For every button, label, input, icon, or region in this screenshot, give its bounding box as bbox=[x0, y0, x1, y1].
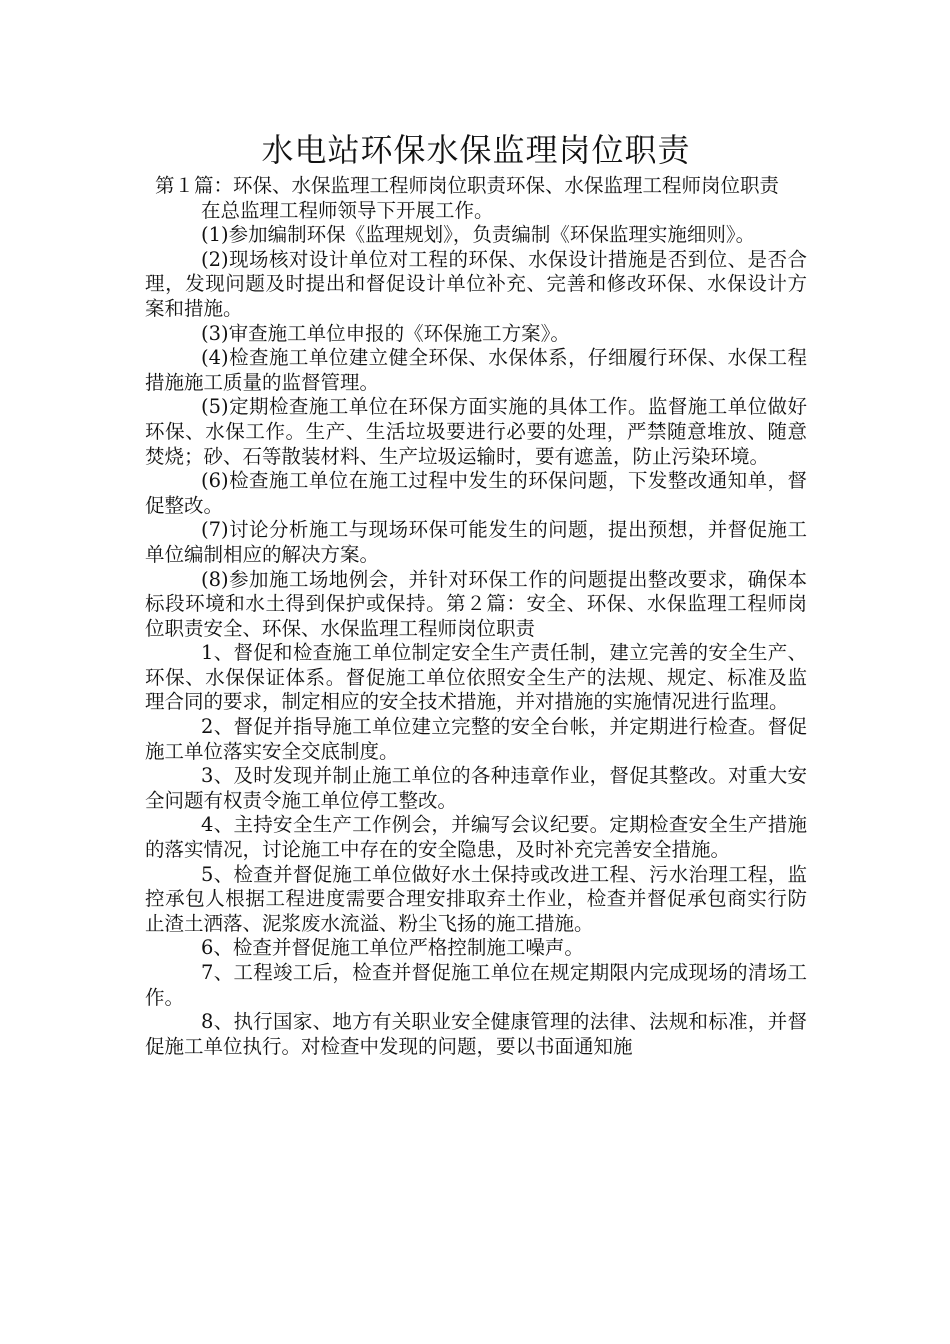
paragraph-duty-3: 3、及时发现并制止施工单位的各种违章作业，督促其整改。对重大安全问题有权责令施工单位停工整改。 bbox=[145, 764, 807, 812]
paragraph-duty-2: 2、督促并指导施工单位建立完整的安全台帐，并定期进行检查。督促施工单位落实安全交底制度。 bbox=[145, 715, 807, 763]
paragraph-duty-6: 6、检查并督促施工单位严格控制施工噪声。 bbox=[201, 936, 584, 960]
document-page bbox=[145, 130, 807, 1059]
section-1-heading: 第１篇：环保、水保监理工程师岗位职责环保、水保监理工程师岗位职责 bbox=[155, 174, 780, 197]
paragraph-item-7: (7)讨论分析施工与现场环保可能发生的问题，提出预想，并督促施工单位编制相应的解决方案。 bbox=[145, 518, 807, 566]
document-title: 水电站环保水保监理岗位职责 bbox=[261, 131, 691, 169]
paragraph-item-1: (1)参加编制环保《监理规划》，负责编制《环保监理实施细则》。 bbox=[201, 223, 756, 247]
paragraph-item-3: (3)审查施工单位申报的《环保施工方案》。 bbox=[201, 321, 570, 345]
paragraph-duty-4: 4、主持安全生产工作例会，并编写会议纪要。定期检查安全生产措施的落实情况，讨论施工中存在的安全隐患，及时补充完善安全措施。 bbox=[145, 813, 807, 862]
paragraph-item-8: (8)参加施工场地例会，并针对环保工作的问题提出整改要求，确保本标段环境和水土得到保护或保持。第２篇：安全、环保、水保监理工程师岗位职责安全、环保、水保监理工程师岗位职责 bbox=[145, 567, 807, 640]
paragraph-item-6: (6)检查施工单位在施工过程中发生的环保问题，下发整改通知单，督促整改。 bbox=[145, 469, 807, 517]
paragraph-duty-5: 5、检查并督促施工单位做好水土保持或改进工程、污水治理工程，监控承包人根据工程进度需要合理安排取弃土作业，检查并督促承包商实行防止渣土洒落、泥浆废水流溢、粉尘飞扬的施工措施。 bbox=[145, 862, 807, 935]
paragraph-duty-8: 8、执行国家、地方有关职业安全健康管理的法律、法规和标准，并督促施工单位执行。对检查中发现的问题，要以书面通知施 bbox=[145, 1010, 807, 1058]
paragraph-intro: 在总监理工程师领导下开展工作。 bbox=[201, 198, 494, 222]
paragraph-item-5: (5)定期检查施工单位在环保方面实施的具体工作。监督施工单位做好环保、水保工作。生产、生活垃圾要进行必要的处理，严禁随意堆放、随意焚烧；砂、石等散装材料、生产垃圾运输时，要有遮盖，防止污染环境。 bbox=[145, 395, 807, 468]
paragraph-item-2: (2)现场核对设计单位对工程的环保、水保设计措施是否到位、是否合理，发现问题及时提出和督促设计单位补充、完善和修改环保、水保设计方案和措施。 bbox=[145, 247, 807, 320]
paragraph-item-4: (4)检查施工单位建立健全环保、水保体系，仔细履行环保、水保工程措施施工质量的监督管理。 bbox=[145, 346, 807, 394]
paragraph-duty-1: 1、督促和检查施工单位制定安全生产责任制，建立完善的安全生产、环保、水保保证体系。督促施工单位依照安全生产的法规、规定、标准及监理合同的要求，制定相应的安全技术措施，并对措施的实施情况进行监理。 bbox=[145, 641, 807, 714]
paragraph-duty-7: 7、工程竣工后，检查并督促施工单位在规定期限内完成现场的清场工作。 bbox=[145, 961, 807, 1009]
